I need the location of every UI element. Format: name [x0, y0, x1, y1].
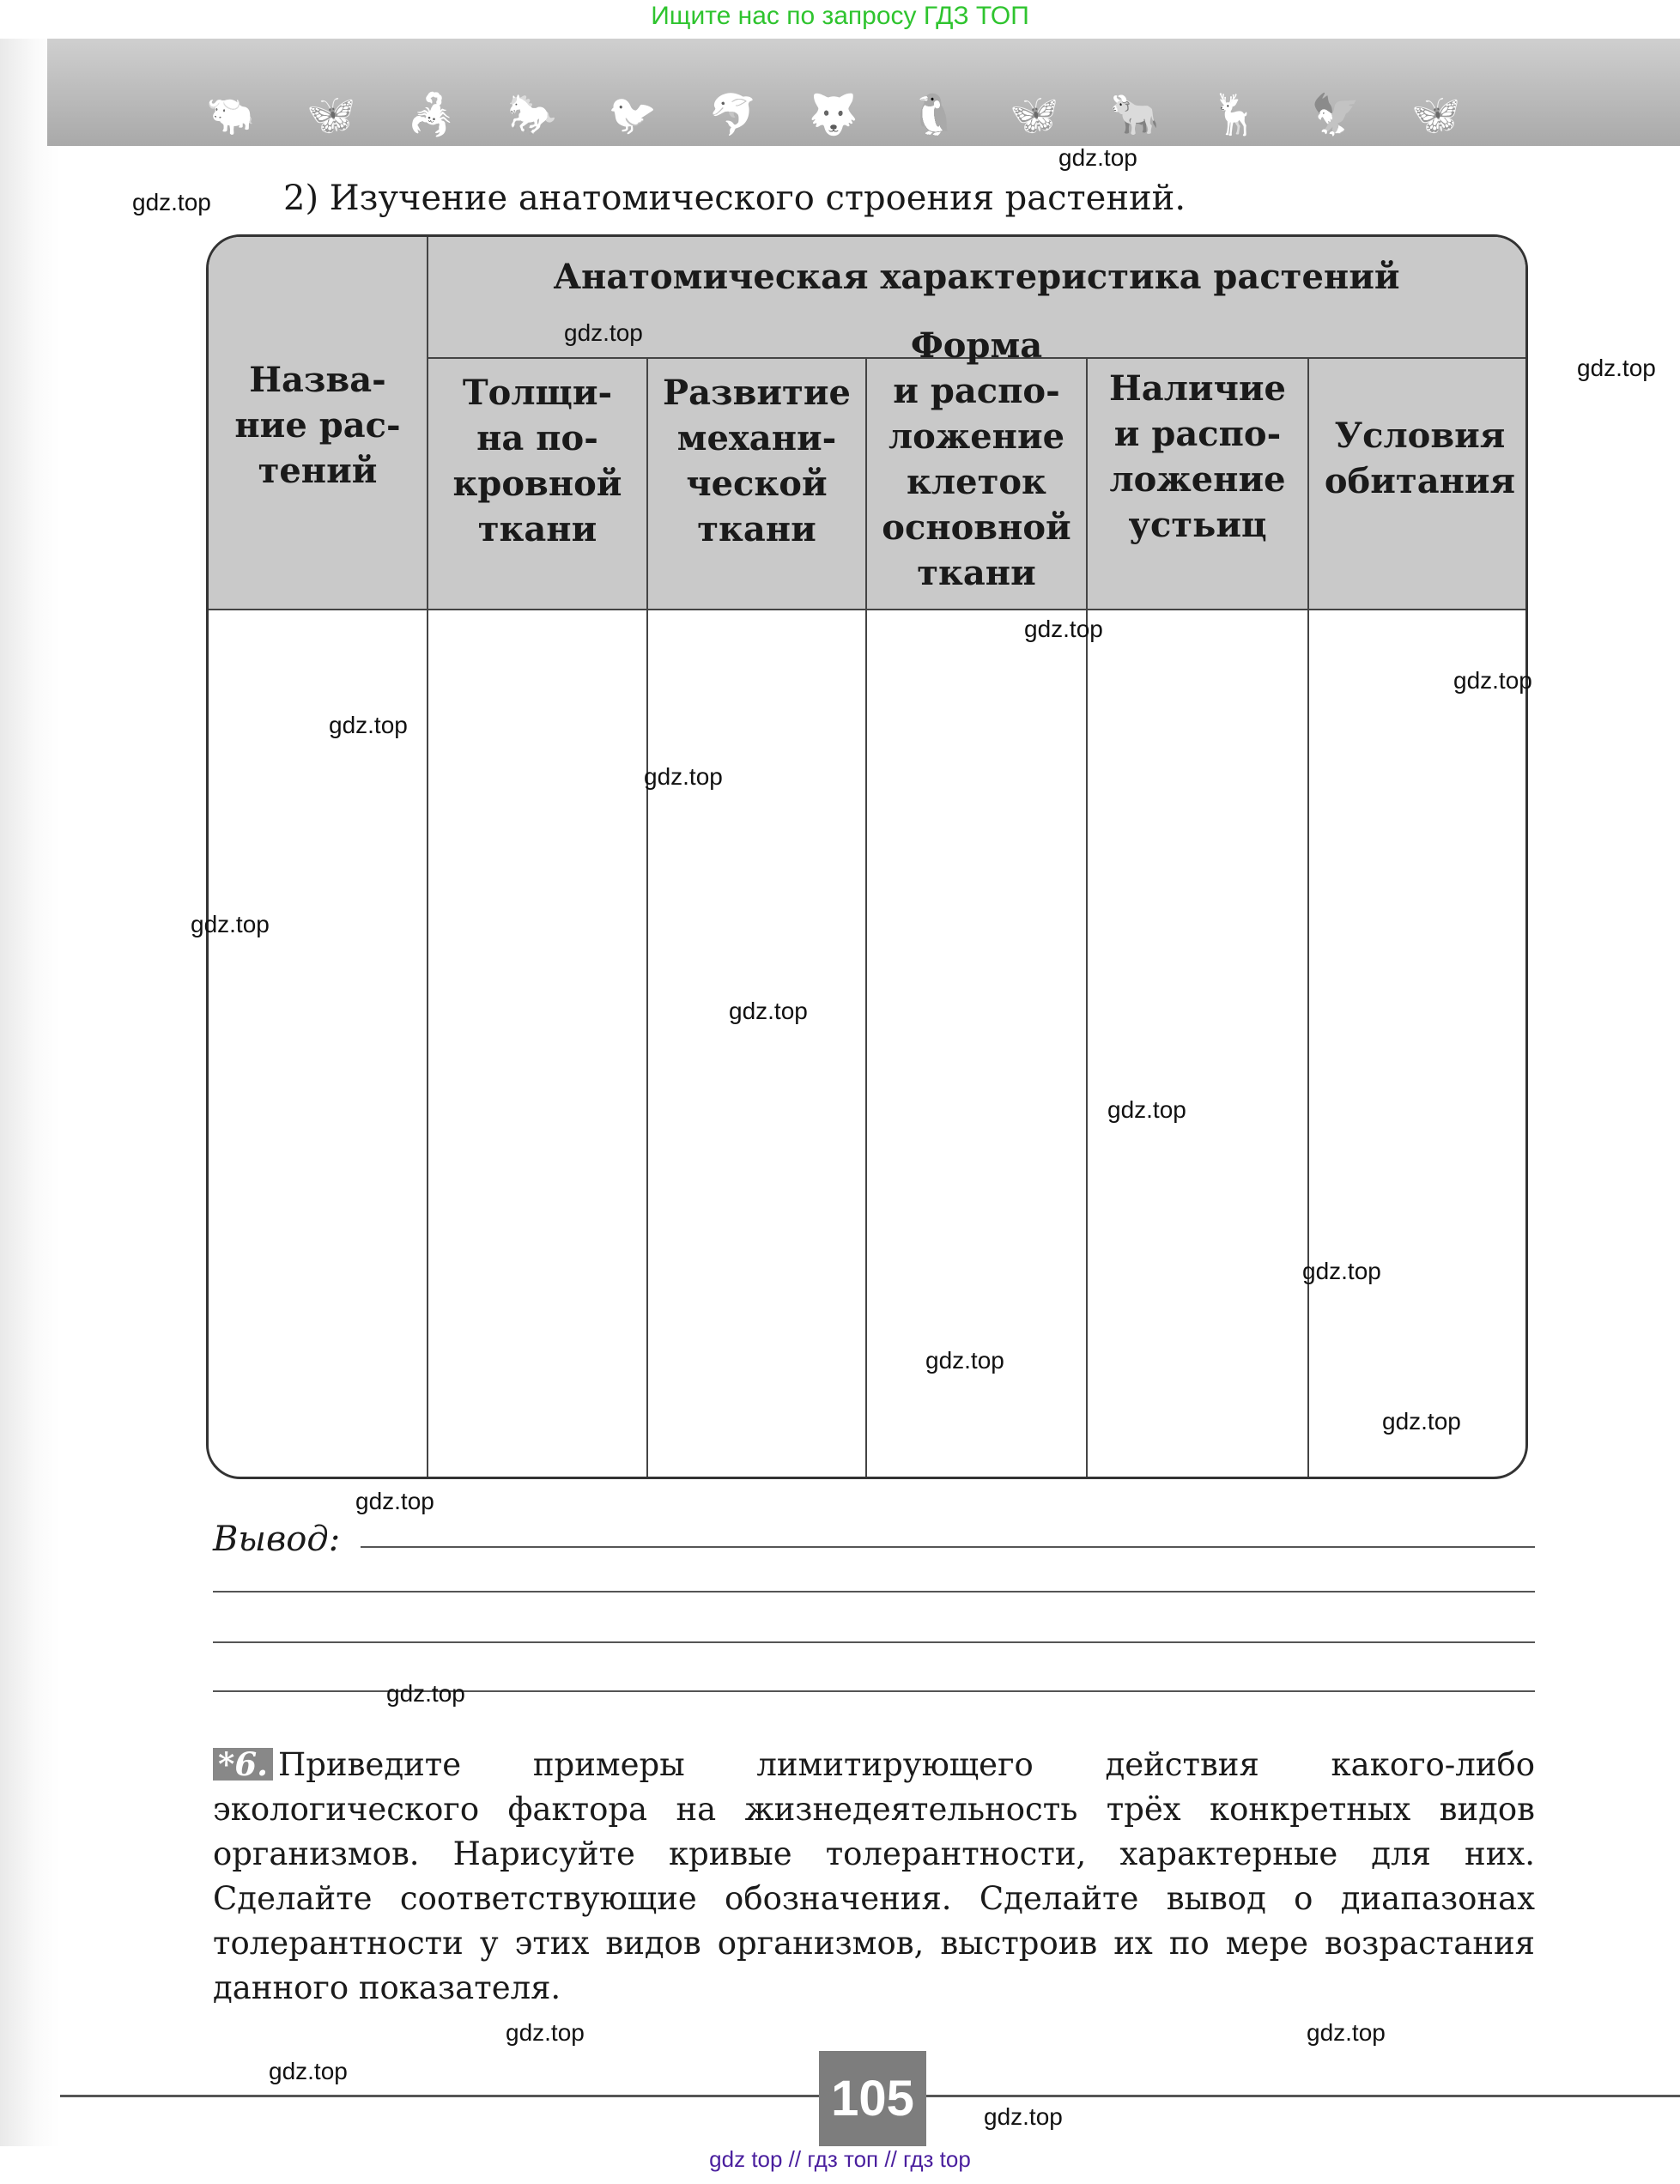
watermark: gdz.top	[984, 2103, 1063, 2130]
task-number: *6.	[213, 1748, 273, 1781]
animal-silhouette-icon: 🐧	[909, 91, 959, 137]
watermark: gdz.top	[1107, 1096, 1186, 1123]
section-heading: 2) Изучение анатомического строения растений.	[283, 179, 1186, 218]
animal-silhouette-icon: 🦋	[1010, 91, 1059, 137]
watermark: gdz.top	[729, 998, 808, 1024]
watermark: gdz.top	[925, 1347, 1004, 1374]
anatomy-table	[206, 234, 1528, 1479]
watermark: gdz.top	[132, 189, 211, 215]
watermark: gdz.top	[564, 319, 643, 346]
watermark: gdz.top	[1577, 355, 1656, 381]
watermark: gdz.top	[1302, 1258, 1381, 1284]
animal-silhouette-icon: 🦋	[1411, 91, 1461, 137]
footer-links: gdz top // гдз топ // гдз top	[709, 2146, 971, 2172]
animal-silhouette-icon: 🐺	[809, 91, 858, 137]
answer-line[interactable]	[361, 1546, 1535, 1548]
animal-silhouette-icon: 🐬	[708, 91, 758, 137]
group-header: Анатомическая характеристика растений	[553, 257, 1400, 297]
column-divider	[1307, 357, 1309, 1477]
column-header-mechanical-tissue: Развитие механи- ческой ткани	[663, 373, 851, 549]
column-header-ground-tissue: Форма и распо- ложение клеток основной ткани	[882, 325, 1071, 593]
column-header-stomata: Наличие и распо- ложение устьиц	[1109, 368, 1286, 545]
animal-silhouette-icon: 🐂	[1110, 91, 1160, 137]
watermark: gdz.top	[1307, 2019, 1386, 2046]
watermark: gdz.top	[269, 2058, 348, 2084]
watermark: gdz.top	[1453, 667, 1532, 694]
conclusion-label: Вывод:	[213, 1520, 341, 1559]
column-header-plant-name: Назва- ние рас- тений	[234, 360, 401, 491]
animal-silhouette-icon: 🐦	[608, 91, 658, 137]
animal-silhouette-icon: 🦅	[1311, 91, 1361, 137]
watermark: gdz.top	[1024, 616, 1103, 642]
watermark: gdz.top	[1058, 144, 1137, 171]
column-header-habitat: Условия обитания	[1324, 416, 1516, 501]
answer-line[interactable]	[213, 1641, 1535, 1643]
watermark: gdz.top	[386, 1680, 465, 1707]
watermark: gdz.top	[506, 2019, 585, 2046]
watermark: gdz.top	[1382, 1408, 1461, 1435]
watermark: gdz.top	[644, 763, 723, 790]
watermark: gdz.top	[191, 911, 270, 937]
page-number: 105	[819, 2051, 926, 2146]
animal-silhouette-icon: 🦋	[306, 91, 356, 137]
watermark: gdz.top	[329, 712, 408, 738]
animal-silhouette-icon: 🦂	[407, 91, 457, 137]
task-text: Приведите примеры лимитирующего действия какого-либо экологического фактора на жизнедеятельность трёх конкретных видов организмов. Нарисуйте кривые толерантности, характерные для них. Сделайте соответствующие обозначения. Сделайте вывод о диапазонах толерантности у этих видов организмов, выстроив их по мере возрастания данного показателя.	[213, 1746, 1535, 2006]
animal-silhouette-banner	[47, 39, 1680, 146]
animal-silhouette-icon: 🐎	[507, 91, 557, 137]
column-header-cover-tissue: Толщи- на по- кровной ткани	[452, 373, 622, 549]
animal-silhouette-icon: 🦌	[1210, 91, 1260, 137]
answer-line[interactable]	[213, 1591, 1535, 1592]
animal-silhouette-icon: 🐃	[206, 91, 256, 137]
book-spine-shadow	[0, 39, 60, 2146]
watermark: gdz.top	[355, 1488, 434, 1514]
task-6	[213, 1743, 1535, 2011]
search-hint-banner: Ищите нас по запросу ГДЗ ТОП	[651, 2, 1029, 30]
